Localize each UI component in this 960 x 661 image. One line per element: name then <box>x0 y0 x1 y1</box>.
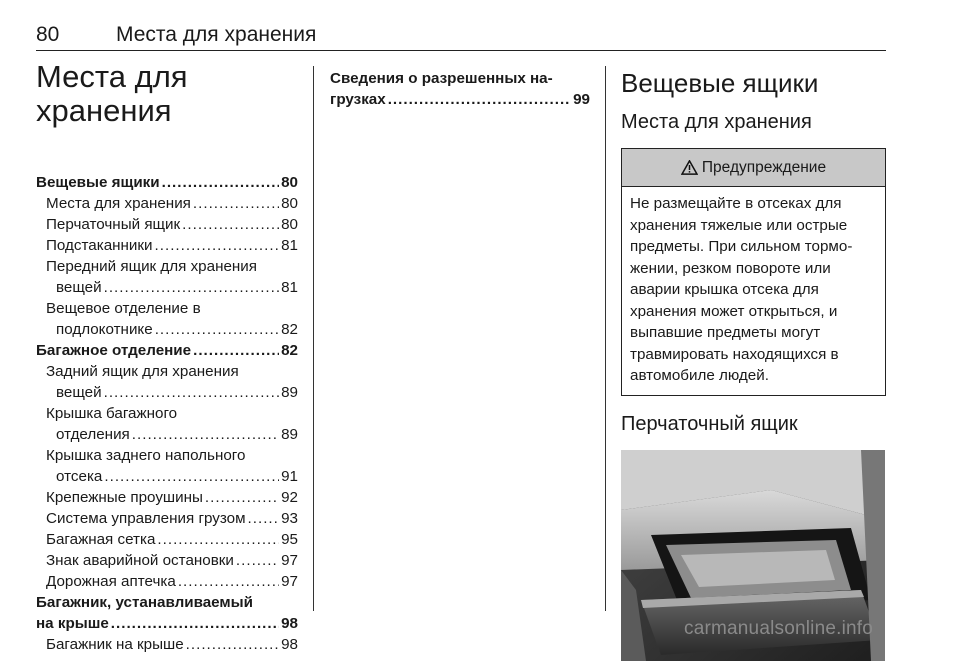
content-column <box>621 68 887 661</box>
section-title: Места для хранения <box>36 59 188 128</box>
toc-entry-link[interactable]: Багажная сетка ..... 95 <box>36 529 298 550</box>
heading-storage-boxes: Вещевые ящики <box>621 68 819 98</box>
running-title: Места для хранения <box>116 23 317 46</box>
column-divider <box>313 66 314 611</box>
toc-entry-link[interactable]: Вещевое отделение в подлокотнике ..... 82 <box>36 298 298 340</box>
toc-chapter-link[interactable]: Багажное отделение ..... 82 <box>36 340 298 361</box>
toc-entry-link[interactable]: Система управления грузом ..... 93 <box>36 508 298 529</box>
toc-entry-link[interactable]: Передний ящик для хранения вещей ..... 81 <box>36 256 298 298</box>
warning-text: Не размещайте в отсеках для хранения тяжелые или острые предметы. При сильном тормо- жении, резком повороте или аварии крышка отсека для хранения может открыться, и выпавшие предметы могут травмировать находящихся в автомобиле людей. <box>630 195 853 384</box>
toc-column-left <box>36 60 298 655</box>
toc-entry-link[interactable]: Крышка багажного отделения ..... 89 <box>36 403 298 445</box>
warning-box <box>621 148 886 396</box>
toc-entry-link[interactable]: Подстаканники ..... 81 <box>36 235 298 256</box>
warning-header <box>622 149 885 187</box>
toc-column-right <box>330 68 590 110</box>
toc-entry-link[interactable]: Дорожная аптечка ..... 97 <box>36 571 298 592</box>
warning-triangle-icon <box>681 160 698 175</box>
warning-title: Предупреждение <box>701 158 827 176</box>
heading-glovebox: Перчаточный ящик <box>621 412 798 435</box>
toc-entry-link[interactable]: Места для хранения ..... 80 <box>36 193 298 214</box>
heading-storage-places: Места для хранения <box>621 111 812 133</box>
toc-chapter-link[interactable]: Багажник, устанавливаемый на крыше ..... 98 <box>36 592 298 634</box>
toc-entry-link[interactable]: Перчаточный ящик ..... 80 <box>36 214 298 235</box>
toc-entry-link[interactable]: Багажник на крыше ..... 98 <box>36 634 298 655</box>
page-number: 80 <box>36 23 60 46</box>
toc-entry-link[interactable]: Крепежные проушины ..... 92 <box>36 487 298 508</box>
toc-chapter-link[interactable]: Сведения о разрешенных на- грузках ..... 99 <box>330 68 590 110</box>
toc-entry-link[interactable]: Знак аварийной остановки ..... 97 <box>36 550 298 571</box>
column-divider <box>605 66 606 611</box>
toc-chapter-link[interactable]: Вещевые ящики ..... 80 <box>36 172 298 193</box>
toc-entry-link[interactable]: Задний ящик для хранения вещей ..... 89 <box>36 361 298 403</box>
watermark: carmanualsonline.info <box>684 618 874 639</box>
page-header <box>36 20 886 51</box>
toc-entry-link[interactable]: Крышка заднего напольного отсека ..... 91 <box>36 445 298 487</box>
